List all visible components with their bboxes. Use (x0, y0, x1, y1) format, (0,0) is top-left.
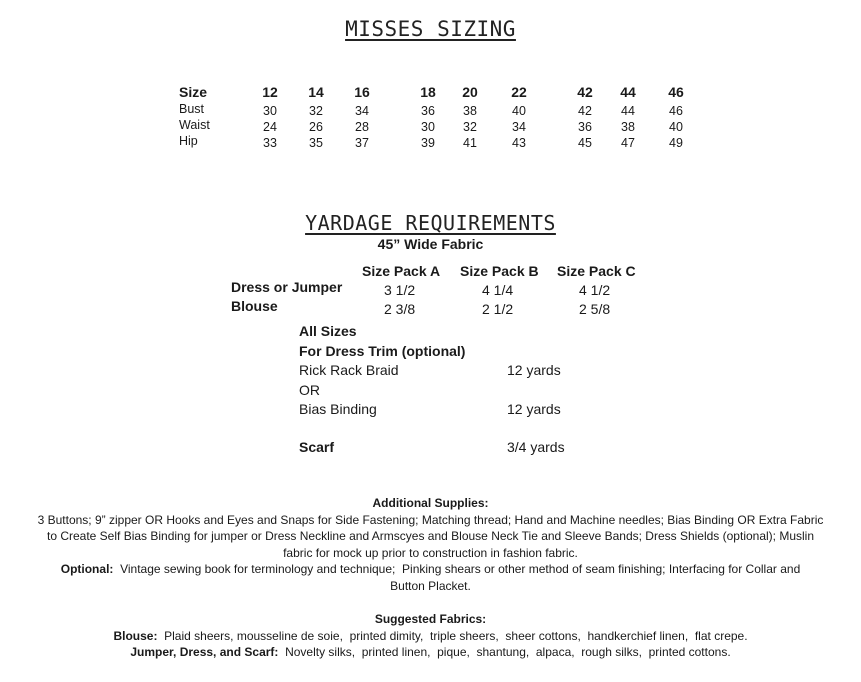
row-label-blouse: Blouse (231, 298, 278, 314)
size-cell: 22 (511, 84, 527, 100)
measure-cell: 32 (309, 104, 323, 118)
measure-cell: 39 (421, 136, 435, 150)
measure-cell: 49 (669, 136, 683, 150)
measure-cell: 37 (355, 136, 369, 150)
measure-cell: 32 (463, 120, 477, 134)
size-cell: 20 (462, 84, 478, 100)
value-dress-b: 4 1/4 (482, 282, 514, 298)
col-header-b: Size Pack B (460, 263, 539, 279)
jumper-fabrics-line (0, 644, 861, 661)
fabric-width-subtitle: 45” Wide Fabric (377, 236, 484, 252)
measure-cell: 34 (512, 120, 526, 134)
measure-cell: 40 (512, 104, 526, 118)
size-cell: 12 (262, 84, 278, 100)
size-cell: 44 (620, 84, 636, 100)
supplies-line: to Create Self Bias Binding for jumper or Dress Neckline and Armscyes and Blouse Neck Tie and Sleeve Bands; Dress Shields (optional); Muslin (46, 529, 815, 543)
measure-cell: 26 (309, 120, 323, 134)
size-label: Size (179, 84, 208, 100)
bias-binding-qty: 12 yards (507, 401, 561, 417)
suggested-fabrics (0, 611, 861, 661)
measure-cell: 41 (463, 136, 477, 150)
value-dress-c: 4 1/2 (579, 282, 611, 298)
row-label: Bust (179, 102, 205, 116)
blouse-fabrics-text: Plaid sheers, mousseline de soie, printed dimity, triple sheers, sheer cottons, handkerchief linen, flat crepe. (157, 628, 748, 643)
optional-text: Vintage sewing book for terminology and technique; Pinking shears or other method of seam finishing; Interfacing for Collar and (113, 562, 801, 576)
scarf-label: Scarf (299, 439, 335, 455)
jumper-fabrics-label: Jumper, Dress, and Scarf: (130, 645, 279, 659)
measure-cell: 47 (621, 136, 635, 150)
col-header-a: Size Pack A (362, 263, 441, 279)
value-blouse-c: 2 5/8 (579, 301, 611, 317)
blouse-fabrics-line (0, 628, 861, 645)
size-cell: 42 (577, 84, 593, 100)
measure-cell: 36 (578, 120, 592, 134)
value-dress-a: 3 1/2 (384, 282, 416, 298)
additional-supplies (0, 495, 861, 594)
all-sizes-label: All Sizes (299, 323, 357, 339)
optional-line (0, 561, 861, 578)
measure-cell: 35 (309, 136, 323, 150)
measure-cell: 45 (578, 136, 592, 150)
optional-label: Optional: (60, 562, 114, 576)
measure-cell: 33 (263, 136, 277, 150)
value-blouse-a: 2 3/8 (384, 301, 416, 317)
row-label: Waist (179, 118, 210, 132)
row-label-dress: Dress or Jumper (231, 279, 343, 295)
measure-cell: 28 (355, 120, 369, 134)
measure-cell: 36 (421, 104, 435, 118)
fabrics-heading: Suggested Fabrics: (374, 612, 487, 626)
scarf-qty: 3/4 yards (507, 439, 565, 455)
supplies-line: 3 Buttons; 9” zipper OR Hooks and Eyes and Snaps for Side Fastening; Matching thread; Hand and Machine needles; Bias Binding OR Extra Fabric (37, 512, 824, 527)
supplies-heading: Additional Supplies: (372, 496, 489, 510)
measure-cell: 42 (578, 104, 592, 118)
measure-cell: 40 (669, 120, 683, 134)
rick-rack-qty: 12 yards (507, 362, 561, 378)
trim-heading: For Dress Trim (optional) (299, 343, 466, 359)
size-cell: 14 (308, 84, 324, 100)
sizing-title: MISSES SIZING (345, 17, 516, 41)
measure-cell: 44 (621, 104, 635, 118)
yardage-title: YARDAGE REQUIREMENTS (305, 211, 556, 235)
or-label: OR (299, 382, 320, 398)
measure-cell: 46 (669, 104, 683, 118)
measure-cell: 38 (621, 120, 635, 134)
measure-cell: 30 (263, 104, 277, 118)
rick-rack-label: Rick Rack Braid (299, 362, 399, 378)
measure-cell: 43 (512, 136, 526, 150)
row-label: Hip (179, 134, 198, 148)
measure-cell: 24 (263, 120, 277, 134)
size-cell: 18 (420, 84, 436, 100)
jumper-fabrics-text: Novelty silks, printed linen, pique, shantung, alpaca, rough silks, printed cottons. (278, 645, 731, 659)
supplies-line: fabric for mock up prior to construction in fashion fabric. (283, 545, 578, 560)
measure-cell: 34 (355, 104, 369, 118)
size-cell: 46 (668, 84, 684, 100)
size-cell: 16 (354, 84, 370, 100)
value-blouse-b: 2 1/2 (482, 301, 514, 317)
optional-line: Button Placket. (390, 578, 471, 593)
col-header-c: Size Pack C (557, 263, 636, 279)
measure-cell: 38 (463, 104, 477, 118)
measure-cell: 30 (421, 120, 435, 134)
bias-binding-label: Bias Binding (299, 401, 377, 417)
blouse-fabrics-label: Blouse: (113, 628, 158, 643)
